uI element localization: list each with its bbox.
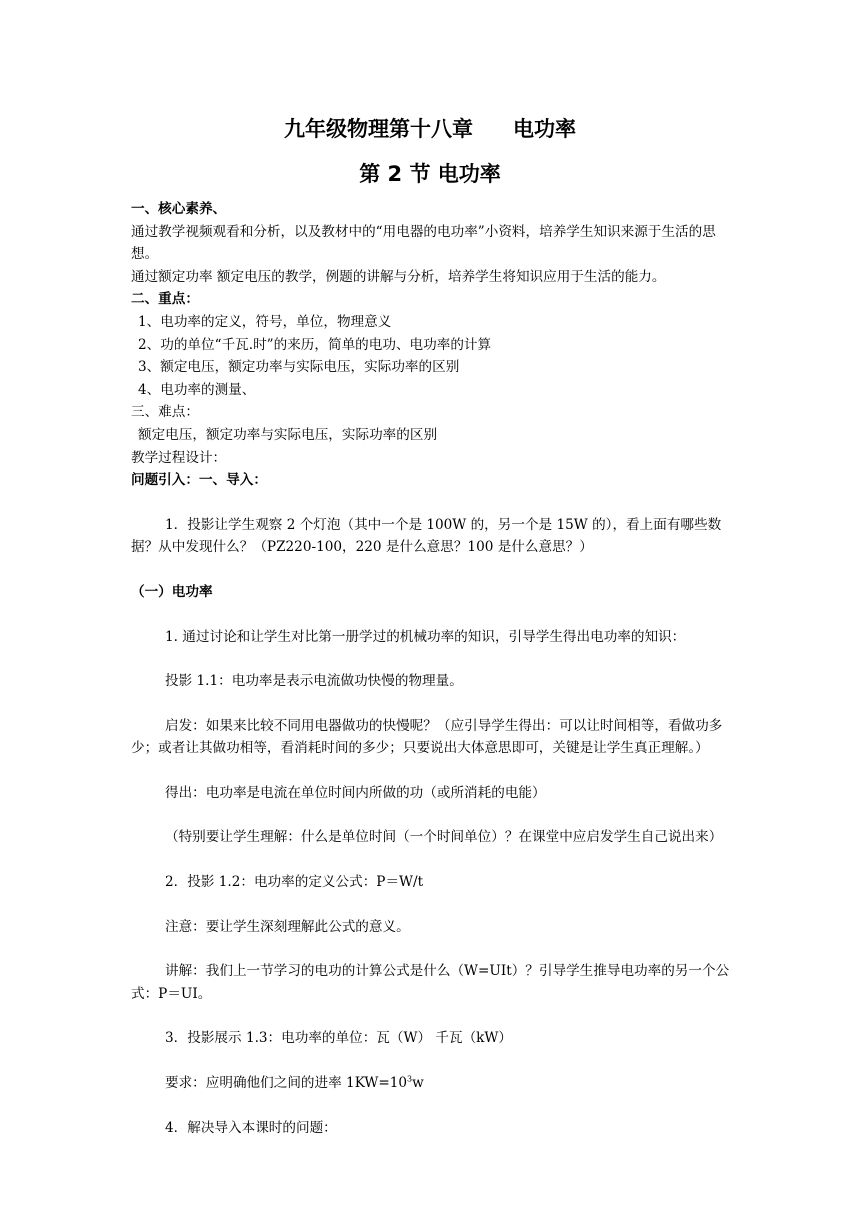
- unit-ratio-exponent: 3: [407, 1074, 413, 1084]
- paragraph-1: 1．投影让学生观察 2 个灯泡（其中一个是 100W 的，另一个是 15W 的），看上面有哪些数据？从中发现什么？（PZ220-100，220 是什么意思？100 是什么意思？）: [131, 516, 722, 556]
- section-heading-difficulty: 三、难点：: [131, 404, 199, 421]
- paragraph-7: 2．投影 1.2：电功率的定义公式：P＝W/t: [165, 874, 424, 891]
- paragraph-5: 得出：电功率是电流在单位时间内所做的功（或所消耗的电能）: [165, 784, 546, 801]
- document-subtitle: 第 2 节 电功率: [359, 162, 501, 186]
- key-point: 3、额定电压，额定功率与实际电压，实际功率的区别: [138, 359, 460, 376]
- title-topic: 电功率: [513, 117, 576, 141]
- paragraph-2: 1. 通过讨论和让学生对比第一册学过的机械功率的知识，引导学生得出电功率的知识：: [165, 628, 686, 645]
- key-point: 4、电功率的测量、: [138, 381, 256, 398]
- intro-heading: 问题引入：一、导入：: [131, 472, 267, 489]
- unit-ratio-text: 要求：应明确他们之间的进率 1KW=10: [165, 1075, 408, 1092]
- subsection-heading-power: （一）电功率: [131, 583, 213, 600]
- paragraph-9: 讲解：我们上一节学习的电功的计算公式是什么（W=UIt）？引导学生推导电功率的另一个公式：P＝UI。: [131, 963, 730, 1002]
- key-point: 1、电功率的定义，符号，单位，物理意义: [138, 313, 392, 330]
- section-heading-core: 一、核心素养、: [131, 201, 227, 217]
- title-chapter: 九年级物理第十八章: [284, 117, 473, 141]
- core-paragraph-1: 通过教学视频观看和分析，以及教材中的“用电器的电功率”小资料，培养学生知识来源于生活的思想。: [131, 223, 716, 263]
- unit-ratio-suffix: w: [412, 1075, 424, 1092]
- paragraph-4: 启发：如果来比较不同用电器做功的快慢呢？（应引导学生得出：可以让时间相等，看做功多少；或者让其做功相等，看消耗时间的多少；只要说出大体意思即可，关键是让学生真正理解。）: [131, 717, 723, 757]
- paragraph-10: 3．投影展示 1.3：电功率的单位：瓦（W） 千瓦（kW）: [165, 1030, 512, 1047]
- process-label: 教学过程设计：: [131, 449, 227, 466]
- paragraph-6: （特别要让学生理解：什么是单位时间（一个时间单位）？在课堂中应启发学生自己说出来）: [165, 829, 723, 846]
- core-paragraph-2: 通过额定功率 额定电压的教学，例题的讲解与分析，培养学生将知识应用于生活的能力。: [131, 268, 666, 285]
- paragraph-11: [131, 1072, 733, 1095]
- difficulty-text: 额定电压，额定功率与实际电压，实际功率的区别: [138, 426, 438, 443]
- document-title: [0, 113, 860, 143]
- paragraph-8: 注意：要让学生深刻理解此公式的意义。: [165, 918, 410, 935]
- section-heading-key: 二、重点：: [131, 291, 199, 308]
- paragraph-3: 投影 1.1：电功率是表示电流做功快慢的物理量。: [165, 673, 463, 690]
- key-point: 2、功的单位“千瓦.时”的来历，简单的电功、电功率的计算: [138, 336, 492, 353]
- paragraph-12: 4．解决导入本课时的问题：: [165, 1119, 337, 1136]
- document-body: [131, 198, 733, 1139]
